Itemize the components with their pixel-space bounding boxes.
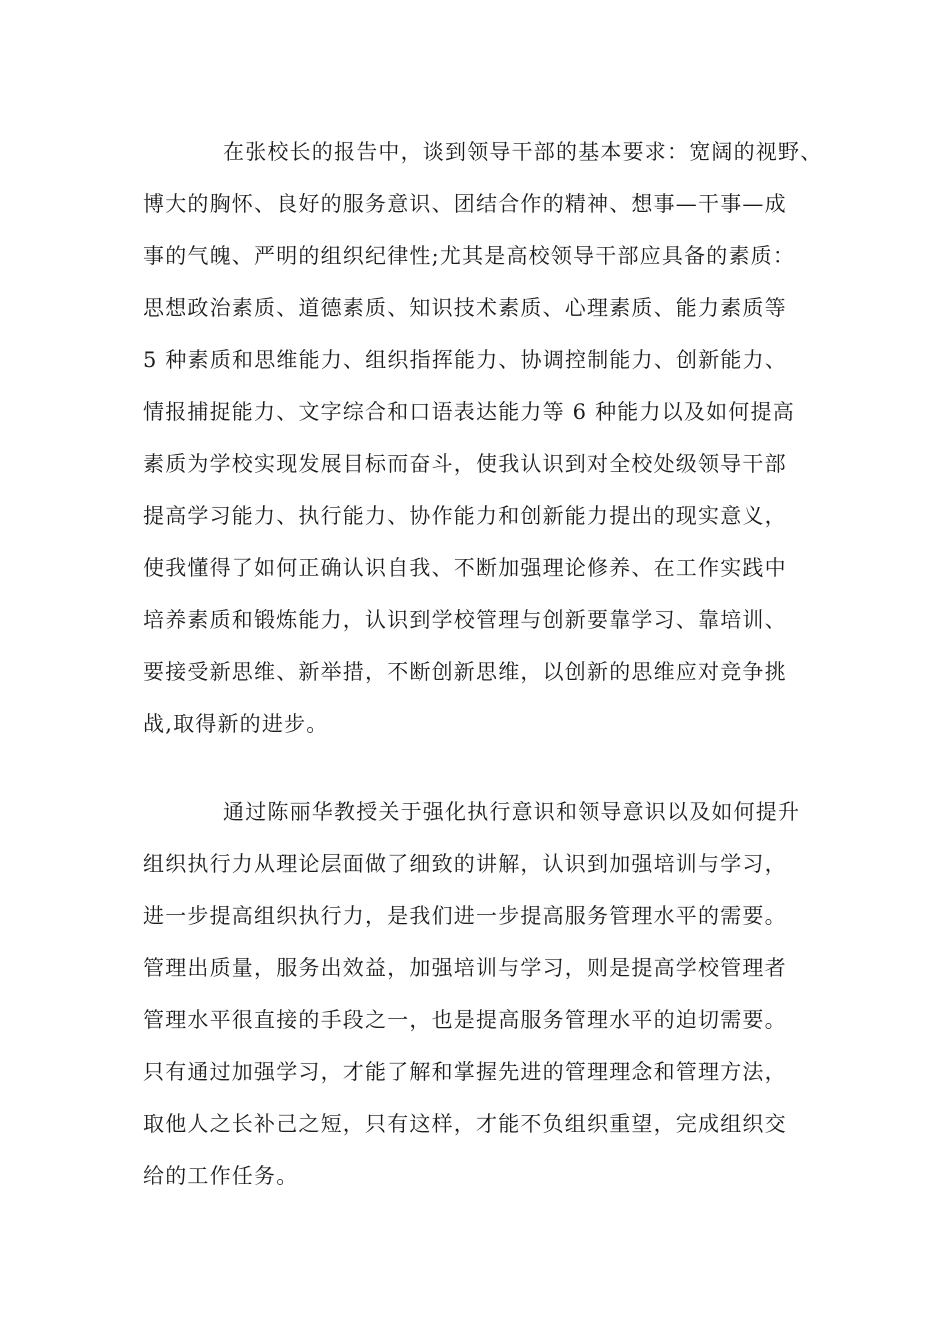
text-line: 博大的胸怀、良好的服务意识、团结合作的精神、想事—干事—成 (143, 192, 787, 216)
text-line: 管理水平很直接的手段之一，也是提高服务管理水平的迫切需要。 (143, 1008, 787, 1032)
text-line: 情报捕捉能力、文字综合和口语表达能力等 6 种能力以及如何提高 (143, 400, 795, 424)
text-line: 管理出质量，服务出效益，加强培训与学习，则是提高学校管理者 (143, 956, 787, 980)
text-line: 事的气魄、严明的组织纪律性;尤其是高校领导干部应具备的素质： (143, 244, 796, 268)
text-line: 取他人之长补己之短，只有这样，才能不负组织重望，完成组织交 (143, 1112, 787, 1136)
text-line: 只有通过加强学习，才能了解和掌握先进的管理理念和管理方法， (143, 1060, 787, 1084)
text-line: 战,取得新的进步。 (143, 712, 329, 736)
text-line: 提高学习能力、执行能力、协作能力和创新能力提出的现实意义， (143, 504, 787, 528)
text-line: 给的工作任务。 (143, 1164, 299, 1188)
text-line: 要接受新思维、新举措，不断创新思维，以创新的思维应对竞争挑 (143, 660, 787, 684)
text-line: 思想政治素质、道德素质、知识技术素质、心理素质、能力素质等 (143, 296, 787, 320)
text-line: 组织执行力从理论层面做了细致的讲解，认识到加强培训与学习， (143, 852, 787, 876)
text-line: 使我懂得了如何正确认识自我、不断加强理论修养、在工作实践中 (143, 556, 787, 580)
text-line: 培养素质和锻炼能力，认识到学校管理与创新要靠学习、靠培训、 (143, 608, 787, 632)
text-line: 进一步提高组织执行力，是我们进一步提高服务管理水平的需要。 (143, 904, 787, 928)
text-line: 在张校长的报告中，谈到领导干部的基本要求：宽阔的视野、 (223, 140, 823, 164)
text-line: 素质为学校实现发展目标而奋斗，使我认识到对全校处级领导干部 (143, 452, 787, 476)
text-line: 5 种素质和思维能力、组织指挥能力、协调控制能力、创新能力、 (143, 348, 788, 372)
text-line: 通过陈丽华教授关于强化执行意识和领导意识以及如何提升 (223, 800, 801, 824)
